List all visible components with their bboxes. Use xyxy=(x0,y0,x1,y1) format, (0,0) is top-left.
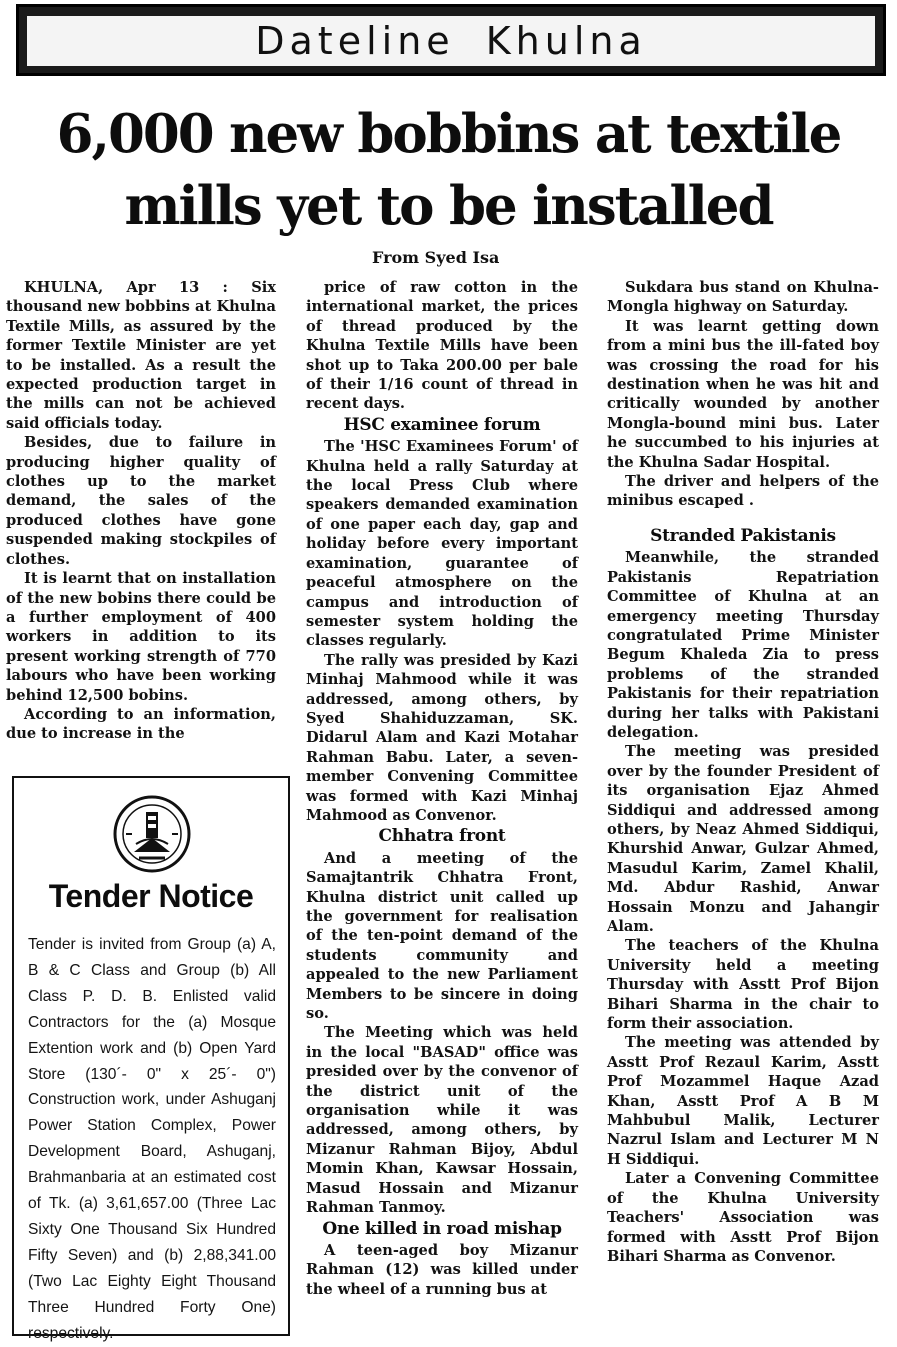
article-paragraph: The Meeting which was held in the local "BASAD" office was presided over by the convenor of the district unit of the organisation while it was addressed, among others, by Mizanur Rahman Bijoy, Abdul Momin Khan, Kawsar Hossain, Masud Hossain and Mizanur Rahman Tanmoy. xyxy=(306,1024,578,1217)
section-title: Dateline Khulna xyxy=(255,19,647,63)
tender-notice-box xyxy=(12,776,290,1342)
article-paragraph: The meeting was attended by Asstt Prof Rezaul Karim, Asstt Prof Mozammel Haque Azad Khan, Asstt Prof A B M Mahbubul Malik, Lecturer Nazrul Islam and Lecturer M N H Siddiqui. xyxy=(607,1034,879,1168)
subheading-stranded-pakistanis: Stranded Pakistanis xyxy=(650,525,836,546)
article-paragraph: Later a Convening Committee of the Khulna University Teachers' Association was formed with Asstt Prof Bijon Bihari Sharma as Convenor. xyxy=(607,1170,879,1265)
banner-inner xyxy=(27,16,875,66)
article-paragraph: Sukdara bus stand on Khulna-Mongla highway on Saturday. xyxy=(607,279,879,316)
article-column-2 xyxy=(306,278,578,1299)
subheading-hsc-forum: HSC examinee forum xyxy=(343,414,541,435)
article-paragraph: It was learnt getting down from a mini bus the ill-fated boy was crossing the road for his destination when he was hit and critically wounded by another Mongla-bound mini bus. Later he succumbed to his injuries at the Khulna Sadar Hospital. xyxy=(607,317,879,471)
article-paragraph: A teen-aged boy Mizanur Rahman (12) was killed under the wheel of a running bus at xyxy=(306,1241,578,1298)
article-paragraph: According to an information, due to increase in the xyxy=(6,705,276,743)
article-column-1 xyxy=(6,278,276,744)
article-paragraph: The driver and helpers of the minibus escaped . xyxy=(607,473,879,510)
byline: From Syed Isa xyxy=(372,248,500,267)
subheading-road-mishap: One killed in road mishap xyxy=(322,1218,562,1239)
article-paragraph: It is learnt that on installation of the new bobins there could be a further employment of 400 workers in addition to its present working strength of 770 labours who have been working behind 12,500 bobins. xyxy=(6,570,276,704)
headline-line-2: mills yet to be installed xyxy=(124,175,773,237)
tender-body: Tender is invited from Group (a) A, B & C Class and Group (b) All Class P. D. B. Enlisted valid Contractors for the (a) Mosque Extention work and (b) Open Yard Store (130´- 0" x 25´- 0") Construction work, under Ashuganj Power Station Complex, Power Development Board, Ashuganj, Brahmanbaria at an estimated cost of Tk. (a) 3,61,657.00 (Three Lac Sixty One Thousand Six Hundred Fifty Seven) and (b) 2,88,341.00 (Two Lac Eighty Eight Thousand Three Hundred Forty One) respectively. xyxy=(28,936,276,1342)
subheading-chhatra-front: Chhatra front xyxy=(378,826,506,847)
headline xyxy=(0,98,897,242)
article-paragraph: And a meeting of the Samajtantrik Chhatra Front, Khulna district unit called up the government for realisation of the ten-point demand of the students community and appealed to the new Parliament Members to be sincere in doing so. xyxy=(306,849,578,1023)
article-paragraph: The rally was presided by Kazi Minhaj Mahmood while it was addressed, among others, by Syed Shahiduzzaman, SK. Didarul Alam and Kazi Motahar Rahman Babu. Later, a seven-member Convening Committee was formed with Kazi Minhaj Mahmood as Convenor. xyxy=(306,651,578,824)
article-column-3 xyxy=(607,278,879,1266)
tender-title: Tender Notice xyxy=(48,878,254,914)
article-paragraph: The meeting was presided over by the founder President of its organisation Ejaz Ahmed Siddiqui and addressed among others, by Neaz Ahmed Siddiqui, Khurshid Anwar, Gulzar Ahmed, Masudul Karim, Zamel Khalil, Md. Abdur Rashid, Anwar Hossain Monzu and Jahangir Alam. xyxy=(607,743,879,935)
article-paragraph: price of raw cotton in the international market, the prices of thread produced by the Khulna Textile Mills have been shot up to Taka 200.00 per bale of their 1/16 count of thread in recent days. xyxy=(306,279,578,413)
article-paragraph: The teachers of the Khulna University held a meeting Thursday with Asstt Prof Bijon Bihari Sharma in the chair to form their association. xyxy=(607,937,879,1033)
article-paragraph: Meanwhile, the stranded Pakistanis Repatriation Committee of Khulna at an emergency meeting Thursday congratulated Prime Minister Begum Khaleda Zia to press problems of the stranded Pakistanis for their repatriation during her talks with Pakistani delegation. xyxy=(607,549,879,741)
article-paragraph: KHULNA, Apr 13 : Six thousand new bobbins at Khulna Textile Mills, as assured by the former Textile Minister are yet to be installed. As a result the expected production target in the mills can not be achieved said officials today. xyxy=(6,279,276,432)
article-paragraph: Besides, due to failure in producing higher quality of clothes up to the market demand, the sales of the produced clothes have gone suspended making stockpiles of clothes. xyxy=(6,434,276,568)
pdb-emblem-icon xyxy=(112,794,192,874)
section-banner xyxy=(16,4,886,76)
headline-line-1: 6,000 new bobbins at textile xyxy=(56,103,841,165)
article-paragraph: The 'HSC Examinees Forum' of Khulna held a rally Saturday at the local Press Club where speakers demanded examination of one paper each day, gap and holiday before every important examination, guarantee of peaceful atmosphere on the campus and introduction of semester system holding the classes regularly. xyxy=(306,438,578,650)
